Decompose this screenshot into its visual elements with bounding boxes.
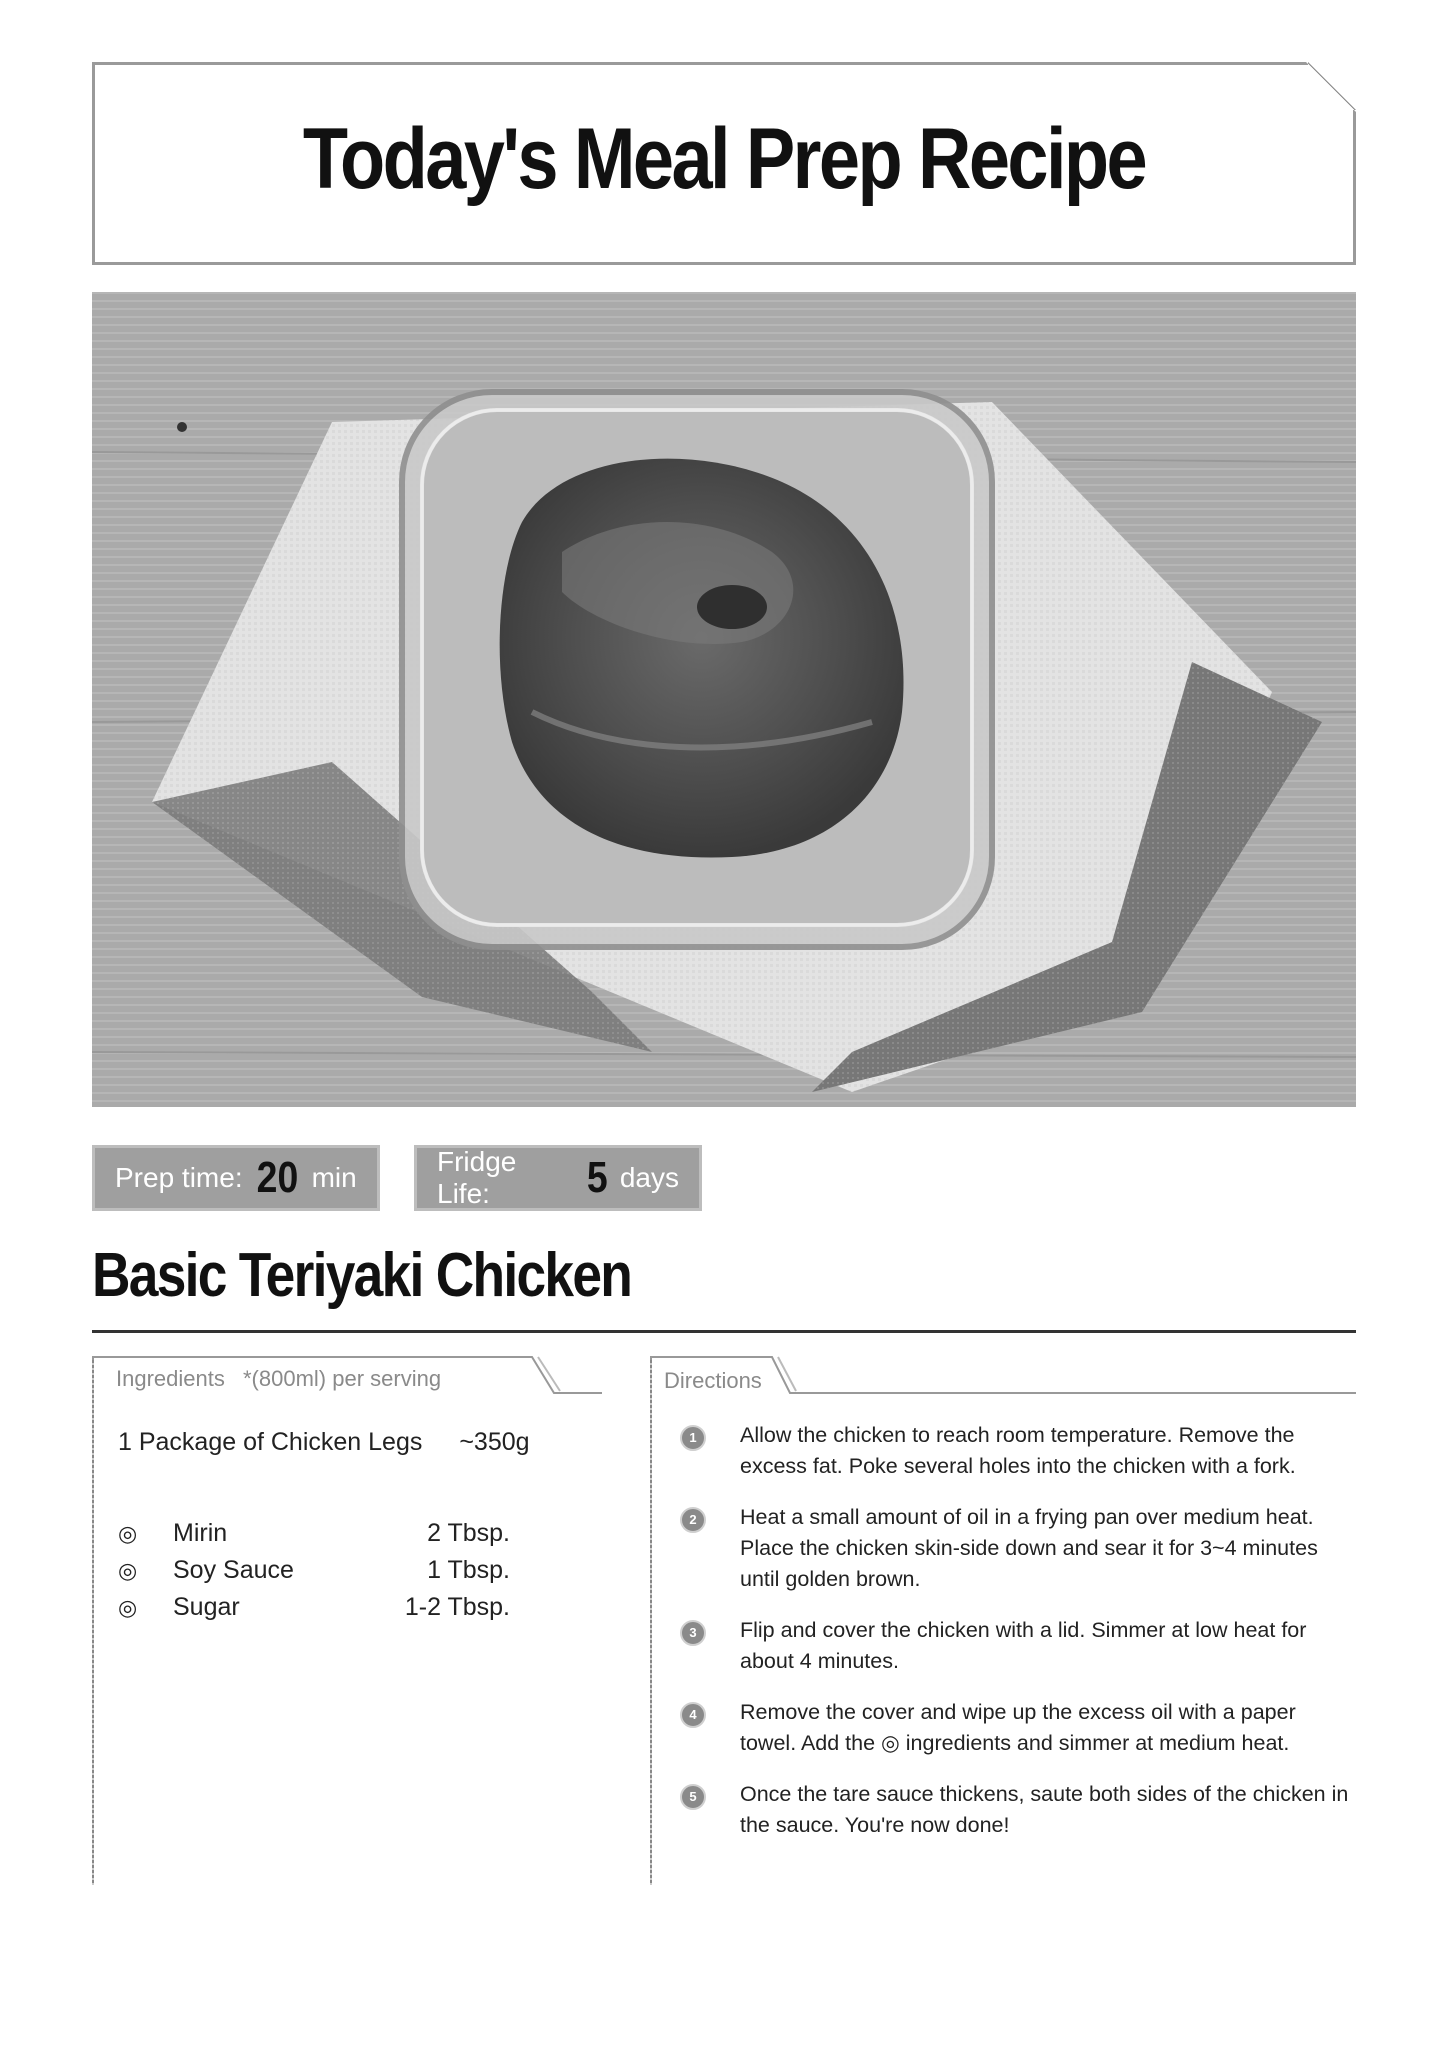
step-number-icon: 3 <box>680 1620 706 1646</box>
main-ingredient-qty: ~350g <box>459 1428 530 1456</box>
double-circle-icon: ◎ <box>118 1557 138 1583</box>
direction-step <box>676 1615 1356 1677</box>
ingredients-tab-note: *(800ml) per serving <box>242 1366 442 1391</box>
ingredient-name: Sugar <box>173 1593 240 1621</box>
step-number-icon: 5 <box>680 1784 706 1810</box>
fridge-life-badge <box>414 1145 702 1211</box>
photo-illustration <box>92 292 1356 1107</box>
ingredients-tab <box>116 1366 441 1392</box>
step-text: Once the tare sauce thickens, saute both sides of the chicken in the sauce. You're now done! <box>740 1782 1349 1837</box>
fridge-life-unit: days <box>619 1162 679 1193</box>
directions-panel-border <box>650 1360 652 1885</box>
step-text: Heat a small amount of oil in a frying pan over medium heat. Place the chicken skin-side down and sear it for 3~4 minutes until golden brown. <box>740 1505 1318 1591</box>
direction-step <box>676 1697 1356 1759</box>
ingredients-tab-label: Ingredients <box>116 1366 225 1391</box>
step-number-icon: 1 <box>680 1425 706 1451</box>
fridge-life-value: 5 <box>587 1153 609 1202</box>
list-item <box>118 1515 518 1552</box>
main-ingredient <box>118 1428 530 1457</box>
ingredient-amount: 1 Tbsp. <box>427 1556 510 1584</box>
step-text: Flip and cover the chicken with a lid. Simmer at low heat for about 4 minutes. <box>740 1618 1307 1673</box>
ingredient-amount: 1-2 Tbsp. <box>404 1593 510 1621</box>
list-item <box>118 1589 518 1626</box>
ingredient-amount: 2 Tbsp. <box>427 1519 510 1547</box>
directions-list <box>676 1420 1356 1861</box>
directions-tab <box>664 1368 762 1394</box>
main-ingredient-name: 1 Package of Chicken Legs <box>118 1428 423 1456</box>
prep-time-unit: min <box>311 1162 357 1193</box>
list-item <box>118 1552 518 1589</box>
direction-step <box>676 1779 1356 1841</box>
title-divider <box>92 1330 1356 1333</box>
direction-step <box>676 1502 1356 1595</box>
step-number-icon: 4 <box>680 1702 706 1728</box>
step-text: Remove the cover and wipe up the excess oil with a paper towel. Add the ◎ ingredients and simmer at medium heat. <box>740 1700 1296 1755</box>
double-circle-icon: ◎ <box>118 1520 138 1546</box>
prep-time-label: Prep time: <box>115 1162 243 1193</box>
ingredients-panel-border <box>92 1360 94 1885</box>
step-text: Allow the chicken to reach room temperature. Remove the excess fat. Poke several holes into the chicken with a fork. <box>740 1423 1296 1478</box>
fridge-life-label: Fridge Life: <box>437 1146 517 1209</box>
step-number-icon: 2 <box>680 1507 706 1533</box>
ingredient-list <box>118 1515 518 1626</box>
folded-corner <box>1308 62 1356 110</box>
recipe-title: Basic Teriyaki Chicken <box>92 1241 632 1310</box>
page-title: Today's Meal Prep Recipe <box>302 111 1146 207</box>
ingredient-name: Soy Sauce <box>173 1556 294 1584</box>
prep-time-value: 20 <box>256 1153 298 1202</box>
double-circle-icon: ◎ <box>118 1594 138 1620</box>
directions-tab-label: Directions <box>664 1368 762 1393</box>
prep-time-badge <box>92 1145 380 1211</box>
direction-step <box>676 1420 1356 1482</box>
teriyaki-chicken-photo <box>92 292 1356 1107</box>
ingredient-name: Mirin <box>173 1519 228 1547</box>
